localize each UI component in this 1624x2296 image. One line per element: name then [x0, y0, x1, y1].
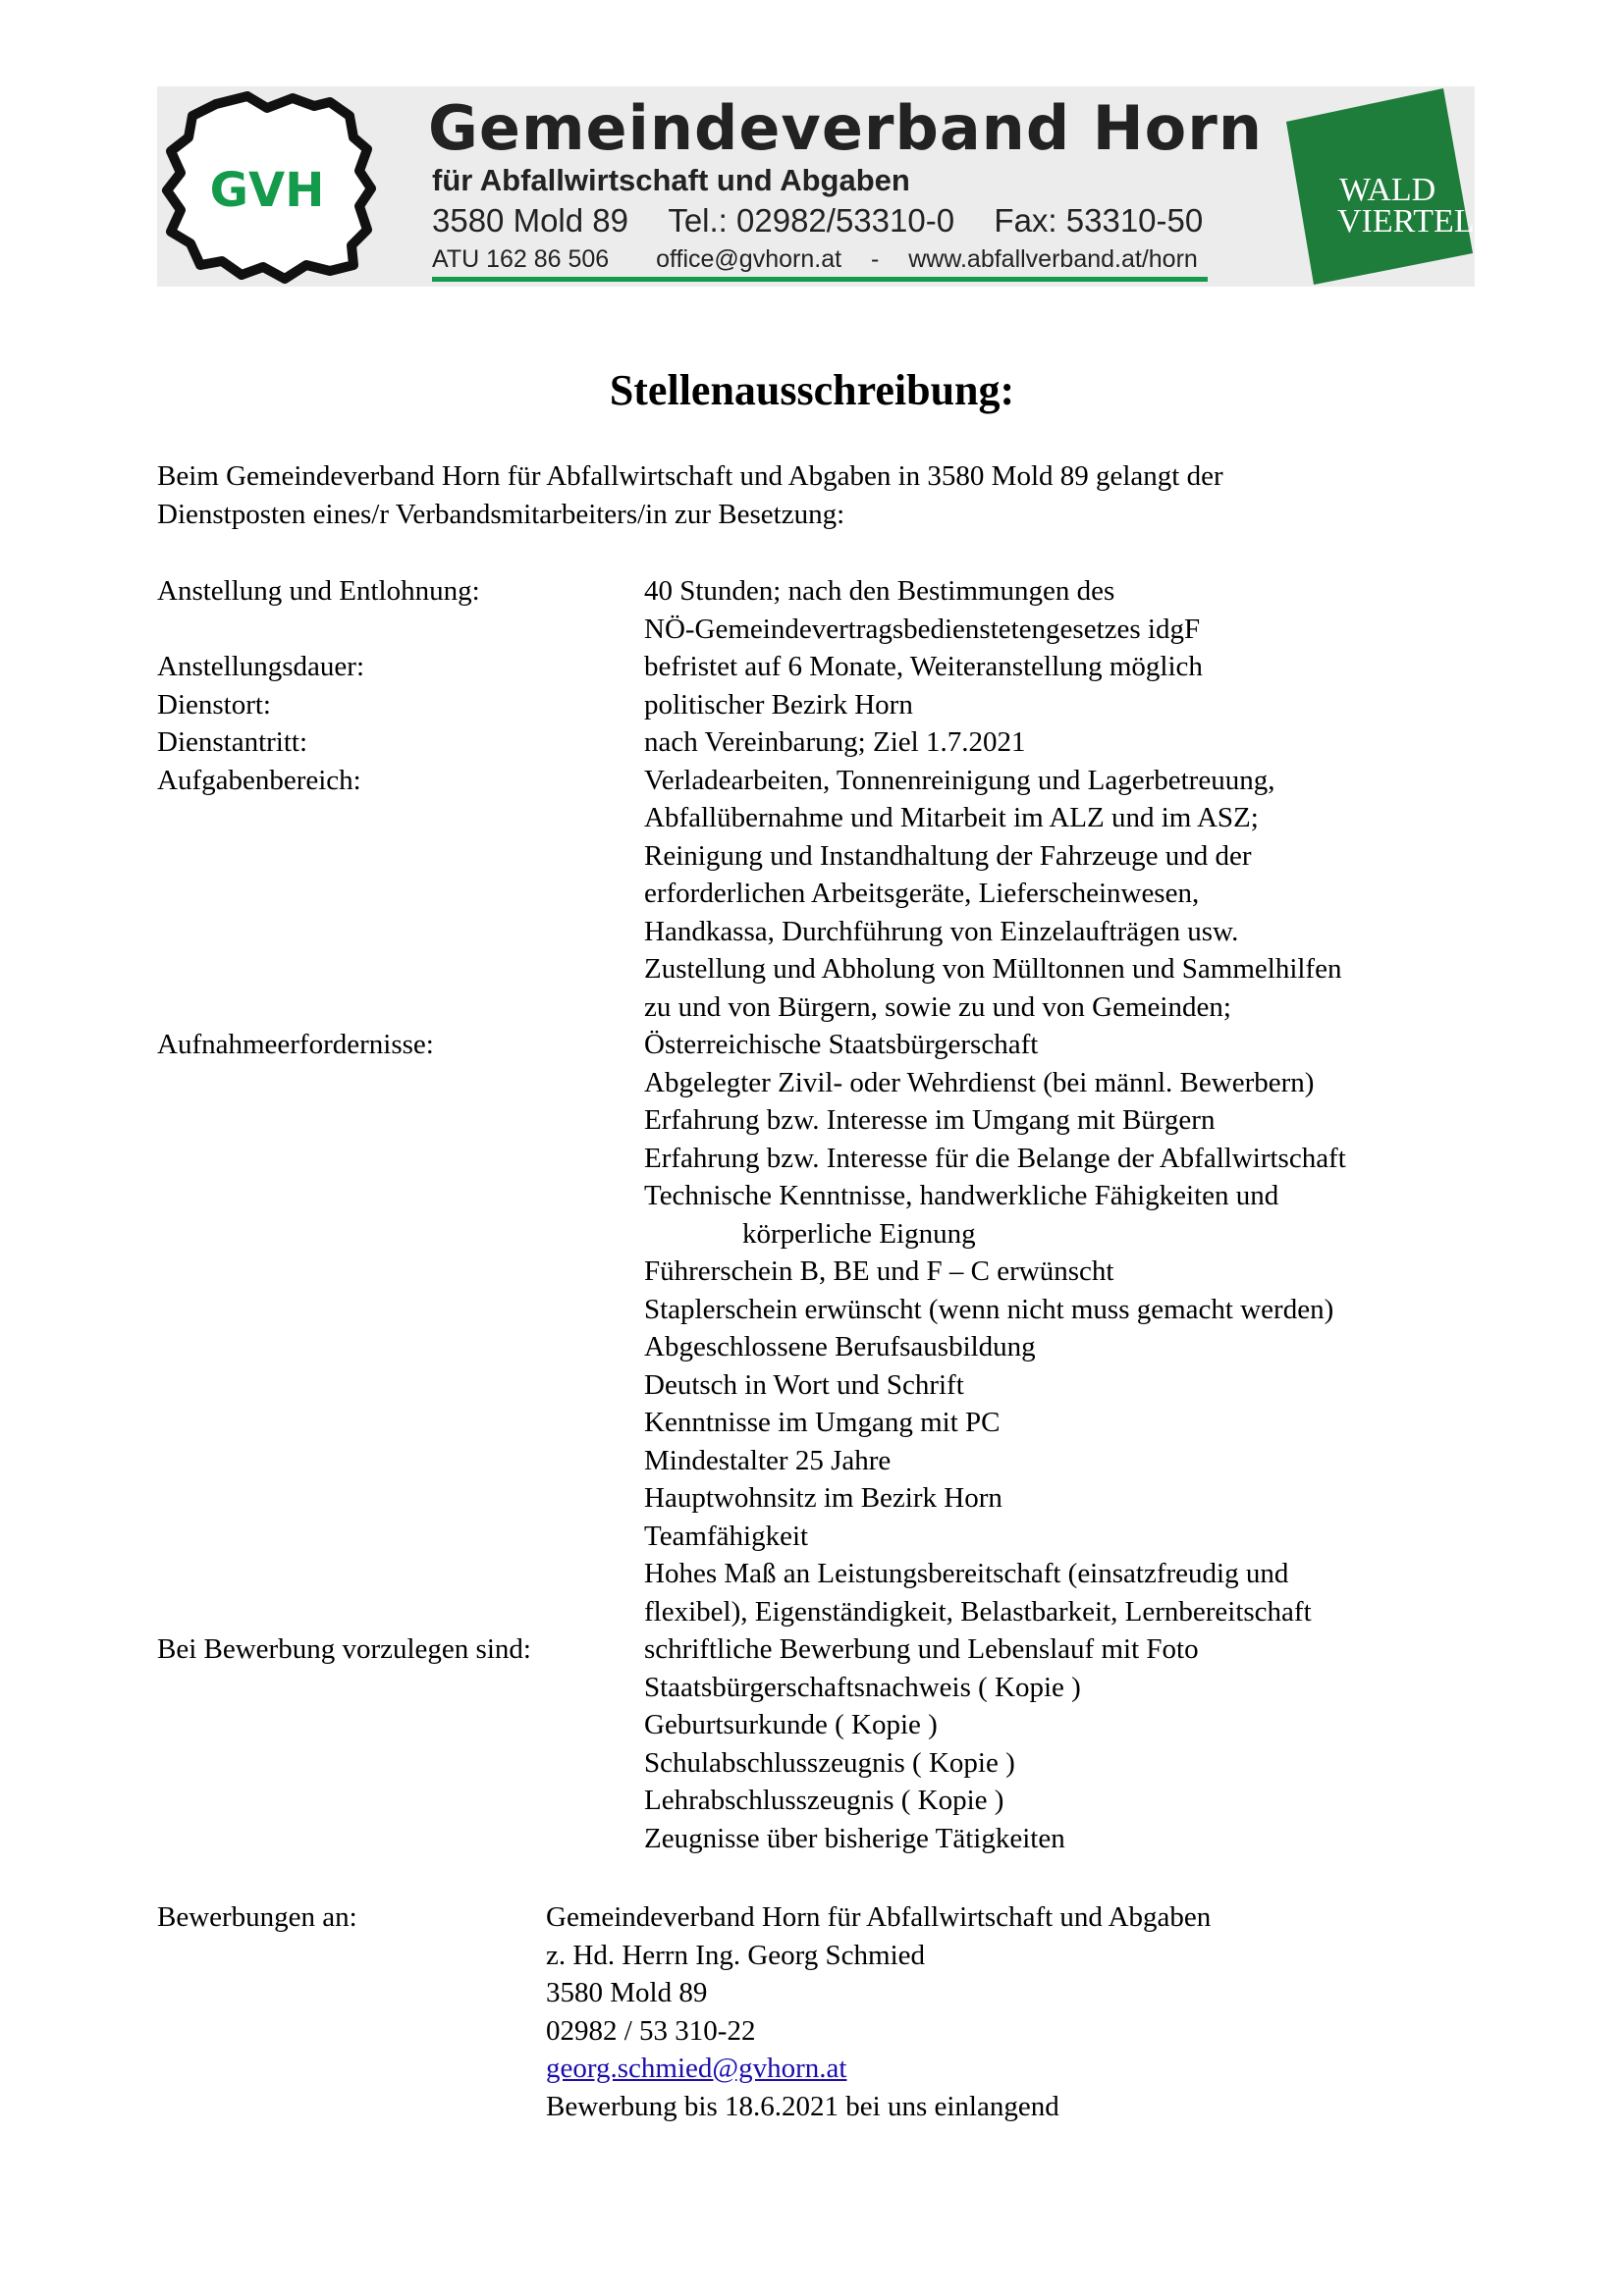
detail-value-line: Deutsch in Wort und Schrift — [644, 1368, 964, 1401]
detail-value-line: NÖ-Gemeindevertragsbedienstetengesetzes idgF — [644, 613, 1201, 645]
letterhead — [157, 86, 1475, 287]
detail-value-line: Erfahrung bzw. Interesse im Umgang mit Bürgern — [644, 1104, 1216, 1136]
details-table — [157, 572, 1473, 1857]
detail-value-line: Führerschein B, BE und F – C erwünscht — [644, 1255, 1114, 1287]
org-fax: Fax: 53310-50 — [994, 202, 1204, 239]
detail-value-line: Kenntnisse im Umgang mit PC — [644, 1407, 1001, 1438]
detail-value — [644, 1026, 1473, 1630]
page-title: Stellenausschreibung: — [609, 366, 1015, 414]
gvh-logo — [157, 86, 393, 287]
application-org: Gemeindeverband Horn für Abfallwirtschaft und Abgaben — [546, 1901, 1212, 1933]
detail-label: Anstellungsdauer: — [157, 651, 365, 682]
detail-label: Dienstort: — [157, 688, 271, 721]
detail-value-line: Abgeschlossene Berufsausbildung — [644, 1331, 1036, 1362]
detail-value-line: Schulabschlusszeugnis ( Kopie ) — [644, 1746, 1015, 1779]
detail-value — [644, 572, 1473, 648]
detail-row — [157, 762, 1473, 1027]
application-details — [546, 1898, 1473, 2125]
detail-value-line: Erfahrung bzw. Interesse für die Belange der Abfallwirtschaft — [644, 1142, 1346, 1174]
detail-value-line: Lehrabschlusszeugnis ( Kopie ) — [644, 1785, 1004, 1816]
detail-value — [644, 1630, 1473, 1857]
detail-value-line: nach Vereinbarung; Ziel 1.7.2021 — [644, 726, 1026, 758]
detail-value-line: Hohes Maß an Leistungsbereitschaft (einsatzfreudig und — [644, 1558, 1289, 1589]
detail-row — [157, 1630, 1473, 1857]
detail-value-line: Verladearbeiten, Tonnenreinigung und Lagerbetreuung, — [644, 764, 1275, 796]
gvh-logo-text: GVH — [209, 163, 325, 218]
detail-value-line: körperliche Eignung — [742, 1217, 976, 1250]
green-rule — [432, 277, 1208, 282]
detail-value-line: politischer Bezirk Horn — [644, 688, 913, 721]
detail-value-line: Zeugnisse über bisherige Tätigkeiten — [644, 1822, 1065, 1854]
waldviertel-logo-line2: VIERTEL — [1337, 203, 1475, 240]
org-atu: ATU 162 86 506 — [432, 245, 610, 273]
detail-row — [157, 686, 1473, 724]
application-email-link[interactable]: georg.schmied@gvhorn.at — [546, 2053, 847, 2084]
detail-value-line: Staplerschein erwünscht (wenn nicht muss gemacht werden) — [644, 1293, 1334, 1325]
detail-label: Aufnahmeerfordernisse: — [157, 1029, 434, 1060]
application-deadline: Bewerbung bis 18.6.2021 bei uns einlangend — [546, 2090, 1059, 2122]
detail-value-line: Abfallübernahme und Mitarbeit im ALZ und im ASZ; — [644, 802, 1259, 833]
detail-value-line: erforderlichen Arbeitsgeräte, Lieferscheinwesen, — [644, 878, 1200, 909]
detail-row — [157, 723, 1473, 762]
detail-value — [644, 648, 1473, 686]
detail-value-line: Teamfähigkeit — [644, 1520, 809, 1552]
application-block — [157, 1898, 1473, 2125]
application-phone: 02982 / 53 310-22 — [546, 2014, 756, 2047]
org-tel: Tel.: 02982/53310-0 — [668, 202, 955, 239]
detail-value — [644, 686, 1473, 724]
separator: - — [870, 245, 880, 273]
detail-row — [157, 648, 1473, 686]
detail-label: Aufgabenbereich: — [157, 764, 361, 796]
contact-line-2 — [432, 245, 1198, 274]
intro-paragraph — [157, 457, 1473, 533]
detail-value-line: Abgelegter Zivil- oder Wehrdienst (bei männl. Bewerbern) — [644, 1066, 1315, 1098]
detail-value — [644, 723, 1473, 762]
org-address: 3580 Mold 89 — [432, 202, 628, 239]
detail-value-line: Reinigung und Instandhaltung der Fahrzeuge und der — [644, 839, 1252, 872]
org-email[interactable]: office@gvhorn.at — [656, 245, 842, 273]
intro-line: Dienstposten eines/r Verbandsmitarbeiters/in zur Besetzung: — [157, 498, 845, 530]
detail-value-line: schriftliche Bewerbung und Lebenslauf mit Foto — [644, 1633, 1199, 1665]
org-name: Gemeindeverband Horn — [428, 92, 1263, 164]
detail-value-line: Handkassa, Durchführung von Einzelaufträgen usw. — [644, 915, 1239, 947]
detail-value-line: Österreichische Staatsbürgerschaft — [644, 1029, 1039, 1060]
detail-value-line: zu und von Bürgern, sowie zu und von Gemeinden; — [644, 990, 1231, 1023]
detail-value-line: Geburtsurkunde ( Kopie ) — [644, 1709, 938, 1740]
org-web[interactable]: www.abfallverband.at/horn — [908, 245, 1198, 273]
detail-label: Anstellung und Entlohnung: — [157, 575, 480, 607]
detail-value — [644, 762, 1473, 1027]
detail-value-line: Hauptwohnsitz im Bezirk Horn — [644, 1482, 1002, 1514]
contact-line-1 — [432, 202, 1203, 240]
detail-value-line: Mindestalter 25 Jahre — [644, 1444, 892, 1476]
detail-value-line: Staatsbürgerschaftsnachweis ( Kopie ) — [644, 1671, 1081, 1703]
detail-label: Dienstantritt: — [157, 726, 308, 758]
application-attn: z. Hd. Herrn Ing. Georg Schmied — [546, 1939, 926, 1971]
org-subtitle: für Abfallwirtschaft und Abgaben — [432, 163, 910, 197]
waldviertel-logo — [1282, 86, 1475, 287]
detail-value-line: Zustellung und Abholung von Mülltonnen und Sammelhilfen — [644, 953, 1342, 985]
detail-value-line: Technische Kenntnisse, handwerkliche Fähigkeiten und — [644, 1180, 1279, 1211]
application-label: Bewerbungen an: — [157, 1901, 357, 1933]
detail-value-line: flexibel), Eigenständigkeit, Belastbarkeit, Lernbereitschaft — [644, 1595, 1312, 1628]
detail-value-line: befristet auf 6 Monate, Weiteranstellung möglich — [644, 651, 1203, 682]
waldviertel-logo-line1: WALD — [1339, 172, 1436, 208]
detail-row — [157, 1026, 1473, 1630]
detail-label: Bei Bewerbung vorzulegen sind: — [157, 1633, 531, 1665]
intro-line: Beim Gemeindeverband Horn für Abfallwirtschaft und Abgaben in 3580 Mold 89 gelangt der — [157, 460, 1223, 492]
detail-value-line: 40 Stunden; nach den Bestimmungen des — [644, 575, 1115, 607]
detail-row — [157, 572, 1473, 648]
application-address: 3580 Mold 89 — [546, 1977, 708, 2008]
